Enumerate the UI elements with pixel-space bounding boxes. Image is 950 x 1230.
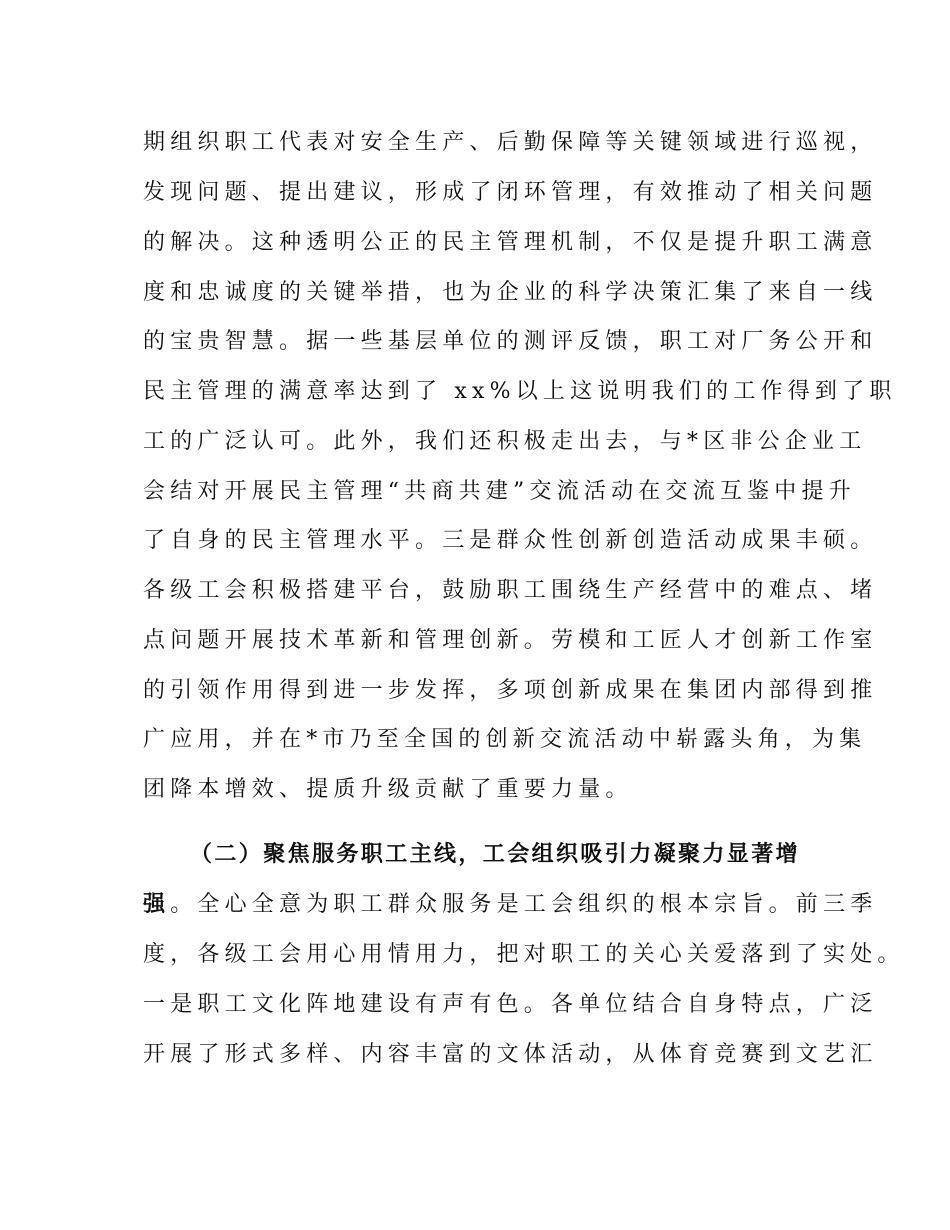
body-text-line: 了自身的民主管理水平。三是群众性创新创造活动成果丰硕。 bbox=[143, 528, 878, 553]
body-text-line: 工的广泛认可。此外，我们还积极走出去，与*区非公企业工 bbox=[143, 429, 867, 454]
body-text-line: 的引领作用得到进一步发挥，多项创新成果在集团内部得到推 bbox=[143, 678, 878, 703]
body-text-line: 广应用，并在*市乃至全国的创新交流活动中崭露头角，为集 bbox=[143, 727, 867, 752]
body-text-line: 期组织职工代表对安全生产、后勤保障等关键领域进行巡视， bbox=[143, 130, 878, 155]
body-text-line: 度，各级工会用心用情用力，把对职工的关心关爱落到了实处。 bbox=[143, 942, 905, 967]
body-text-line: 发现问题、提出建议，形成了闭环管理，有效推动了相关问题 bbox=[143, 180, 878, 205]
body-text-line: 各级工会积极搭建平台，鼓励职工围绕生产经营中的难点、堵 bbox=[143, 578, 878, 603]
body-text-span: 。全心全意为职工群众服务是工会组织的根本宗旨。前三季 bbox=[170, 892, 878, 917]
body-text-line: 开展了形式多样、内容丰富的文体活动，从体育竞赛到文艺汇 bbox=[143, 1042, 878, 1067]
body-text-line: 的宝贵智慧。据一些基层单位的测评反馈，职工对厂务公开和 bbox=[143, 329, 878, 354]
body-text-line: 团降本增效、提质升级贡献了重要力量。 bbox=[143, 777, 633, 802]
body-text-line: 一是职工文化阵地建设有声有色。各单位结合自身特点，广泛 bbox=[143, 992, 878, 1017]
body-text-line bbox=[143, 890, 877, 920]
body-text-line: 的解决。这种透明公正的民主管理机制，不仅是提升职工满意 bbox=[143, 230, 878, 255]
body-text-line: 民主管理的满意率达到了 xx%以上这说明我们的工作得到了职 bbox=[143, 379, 897, 404]
section-heading-tail: 强 bbox=[143, 892, 171, 917]
body-text-line: 度和忠诚度的关键举措，也为企业的科学决策汇集了来自一线 bbox=[143, 280, 878, 305]
section-heading: （二）聚焦服务职工主线，工会组织吸引力凝聚力显著增 bbox=[190, 842, 801, 867]
body-text-line: 点问题开展技术革新和管理创新。劳模和工匠人才创新工作室 bbox=[143, 628, 878, 653]
body-text-line: 会结对开展民主管理“共商共建”交流活动在交流互鉴中提升 bbox=[143, 479, 856, 504]
